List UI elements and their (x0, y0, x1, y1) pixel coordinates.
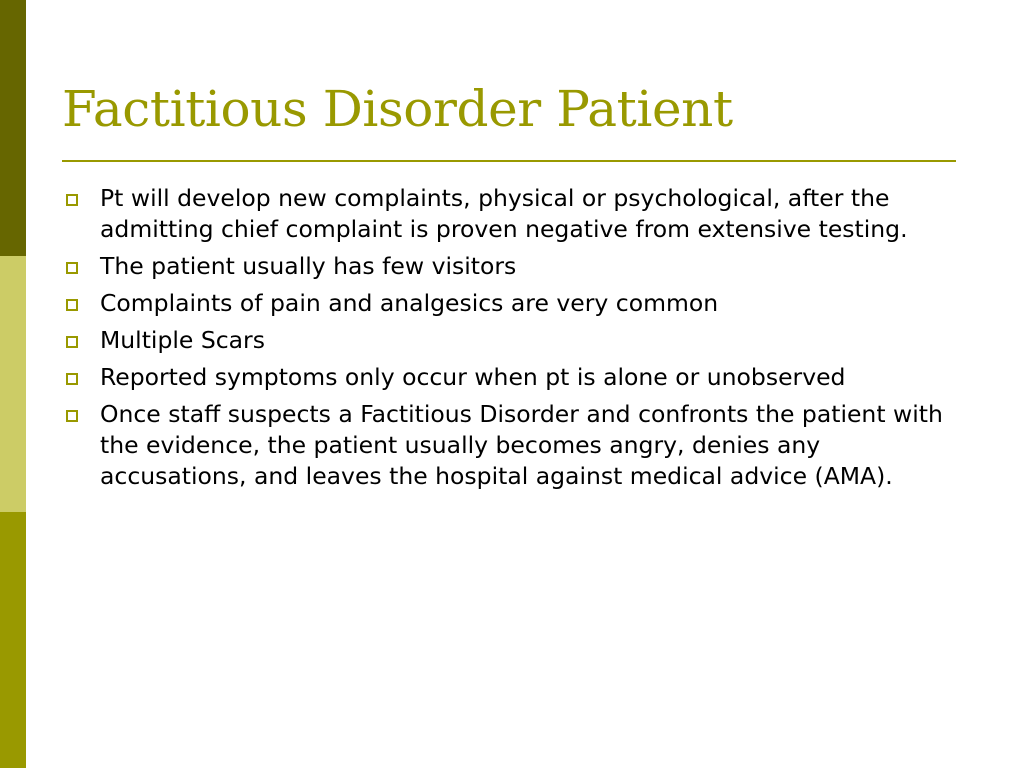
hollow-square-bullet-icon (66, 336, 78, 348)
bullet-text: Multiple Scars (100, 326, 265, 354)
hollow-square-bullet-icon (66, 410, 78, 422)
bullet-item (62, 183, 962, 245)
bullet-item (62, 362, 962, 393)
bullet-text: The patient usually has few visitors (100, 252, 517, 280)
bullet-item (62, 399, 962, 492)
slide-title: Factitious Disorder Patient (62, 80, 733, 138)
bullet-list (62, 183, 962, 498)
side-bar-accent-segment (0, 512, 26, 768)
side-bar-dark-segment (0, 0, 26, 256)
bullet-item (62, 288, 962, 319)
title-underline (62, 160, 956, 162)
hollow-square-bullet-icon (66, 373, 78, 385)
bullet-item (62, 251, 962, 282)
bullet-item (62, 325, 962, 356)
side-bar-light-segment (0, 256, 26, 512)
bullet-text: Once staff suspects a Factitious Disorder and confronts the patient with the evidence, the patient usually becomes angry, denies any accusations, and leaves the hospital against medical advice (AMA). (100, 400, 943, 490)
hollow-square-bullet-icon (66, 299, 78, 311)
bullet-text: Reported symptoms only occur when pt is alone or unobserved (100, 363, 846, 391)
bullet-text: Pt will develop new complaints, physical or psychological, after the admitting chief complaint is proven negative from extensive testing. (100, 184, 908, 243)
hollow-square-bullet-icon (66, 262, 78, 274)
hollow-square-bullet-icon (66, 194, 78, 206)
bullet-text: Complaints of pain and analgesics are very common (100, 289, 719, 317)
